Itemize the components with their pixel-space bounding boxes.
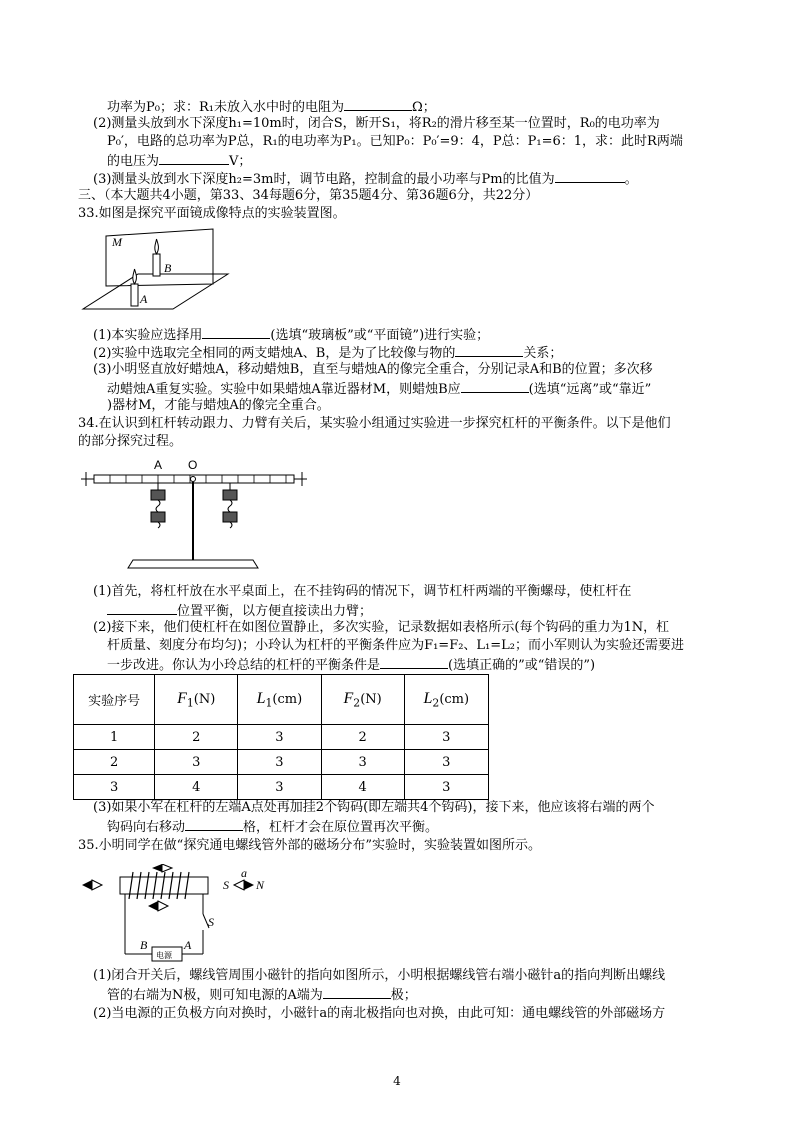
- table-row: [74, 750, 489, 775]
- text-line: 杆质量、刻度分布均匀)；小玲认为杠杆的平衡条件应为F₁=F₂、L₁=L₂；而小军则认为实验还需要进: [107, 638, 685, 653]
- table-row: [74, 725, 489, 750]
- text-line: 功率为P₀；求：R₁未放入水中时的电阻为 Ω；: [107, 97, 436, 117]
- text-line: P₀′，电路的总功率为P总，R₁的电功率为P₁。已知P₀：P₀′=9：4，P总：P₁=6：1，求：此时R两端: [107, 134, 683, 149]
- label-a: A: [154, 458, 163, 472]
- answer-blank[interactable]: [159, 151, 229, 165]
- text-line: (3)测量头放到水下深度h₂=3m时，调节电路，控制盒的最小功率与Pm的比值为 。: [93, 169, 638, 189]
- label-a: A: [184, 938, 192, 952]
- hook-weight: [151, 512, 165, 522]
- candle-a: [131, 284, 138, 306]
- answer-blank[interactable]: [107, 601, 177, 615]
- table-cell: 3: [238, 775, 321, 800]
- text-line: (3)如果小军在杠杆的左端A点处再加挂2个钩码(即左端共4个钩码)，接下来，他应该将右端的两个: [93, 800, 655, 815]
- table-cell: 2: [321, 725, 404, 750]
- label-m: M: [112, 235, 122, 249]
- table-cell: 4: [321, 775, 404, 800]
- compass-needle: [82, 880, 92, 890]
- table-cell: 3: [404, 775, 488, 800]
- table-header-row: [74, 675, 489, 725]
- label-s: S: [223, 878, 229, 892]
- label-b: B: [140, 938, 148, 952]
- hook-weight: [151, 490, 165, 500]
- plane-mirror-figure: [78, 224, 238, 316]
- text-line: (3)小明竖直放好蜡烛A，移动蜡烛B，直至与蜡烛A的像完全重合，分别记录A和B的位置；多次移: [93, 362, 653, 377]
- text-line: (2)测量头放到水下深度h₁=10m时，闭合S，断开S₁，将R₂的滑片移至某一位置时，R₀的电功率为: [93, 116, 660, 131]
- label-n: N: [256, 878, 265, 892]
- hook-weight: [223, 490, 237, 500]
- section-heading: 三、（本大题共4小题，第33、34每题6分，第35题4分、第36题6分，共22分）: [78, 188, 539, 203]
- label-o: O: [188, 458, 198, 472]
- text-line: (1)首先，将杠杆放在水平桌面上，在不挂钩码的情况下，调节杠杆两端的平衡螺母，使杠杆在: [93, 584, 632, 599]
- column-header: $L_2(cm)$: [404, 675, 488, 725]
- solenoid-figure: [78, 864, 298, 964]
- column-header: $F_1(N)$: [155, 675, 238, 725]
- text-line: 钩码向右移动 格，杠杆才会在原位置再次平衡。: [107, 817, 438, 837]
- table-cell: 2: [155, 725, 238, 750]
- answer-blank[interactable]: [555, 169, 625, 183]
- text-line: (1)闭合开关后，螺线管周围小磁针的指向如图所示，小明根据螺线管右端小磁针a的指向判断出螺线: [93, 968, 666, 983]
- table-cell: 1: [74, 725, 155, 750]
- table-cell: 2: [74, 750, 155, 775]
- data-table: [73, 674, 489, 800]
- answer-blank[interactable]: [380, 655, 448, 669]
- answer-blank[interactable]: [185, 817, 243, 831]
- table-cell: 3: [321, 750, 404, 775]
- label-a-needle: a: [241, 866, 247, 880]
- table-cell: 3: [238, 725, 321, 750]
- answer-blank[interactable]: [202, 325, 270, 339]
- column-header: 实验序号: [74, 675, 155, 725]
- text-line: (2)接下来，他们使杠杆在如图位置静止，多次实验，记录数据如表格所示(每个钩码的重力为1N，杠: [93, 620, 670, 635]
- label-switch: S: [208, 915, 214, 929]
- candle-b: [153, 254, 160, 276]
- table-cell: 3: [74, 775, 155, 800]
- table-cell: 3: [238, 750, 321, 775]
- answer-blank[interactable]: [323, 985, 391, 999]
- question-33: 33.如图是探究平面镜成像特点的实验装置图。: [78, 206, 346, 221]
- power-source-label: 电源: [156, 951, 172, 960]
- page-number: 4: [393, 1074, 401, 1088]
- lever-base: [128, 560, 258, 568]
- label-a: A: [140, 292, 148, 306]
- text-line: 的部分探究过程。: [78, 434, 183, 449]
- text-line: )器材M，才能与蜡烛A的像完全重合。: [107, 398, 330, 413]
- text-line: 动蜡烛A重复实验。实验中如果蜡烛A靠近器材M，则蜡烛B应 (选填“远离”或“靠近”: [107, 379, 651, 399]
- answer-blank[interactable]: [455, 343, 523, 357]
- question-34: 34.在认识到杠杆转动跟力、力臂有关后，某实验小组通过实验进一步探究杠杆的平衡条件。以下是他们: [78, 416, 671, 431]
- compass-a: [234, 880, 244, 890]
- table-cell: 3: [404, 750, 488, 775]
- column-header: $L_1(cm)$: [238, 675, 321, 725]
- text-line: 的电压为 V；: [107, 151, 251, 171]
- answer-blank[interactable]: [461, 379, 529, 393]
- table-cell: 4: [155, 775, 238, 800]
- text-line: 一步改进。你认为小玲总结的杠杆的平衡条件是 (选填正确的”或“错误的”): [107, 655, 595, 675]
- table-row: [74, 775, 489, 800]
- table-cell: 3: [155, 750, 238, 775]
- question-35: 35.小明同学在做“探究通电螺线管外部的磁场分布”实验时，实验装置如图所示。: [78, 838, 541, 853]
- column-header: $F_2(N)$: [321, 675, 404, 725]
- text-line: 位置平衡，以方便直接读出力臂；: [107, 601, 372, 621]
- answer-blank[interactable]: [344, 97, 412, 111]
- lever-figure: [78, 452, 310, 577]
- text-line: 管的右端为N极，则可知电源的A端为 极；: [107, 985, 417, 1005]
- text-line: (1)本实验应选择用 (选填“玻璃板”或“平面镜”)进行实验；: [93, 325, 489, 345]
- table-cell: 3: [404, 725, 488, 750]
- text-line: (2)当电源的正负极方向对换时，小磁针a的南北极指向也对换，由此可知：通电螺线管的外部磁场方: [93, 1006, 666, 1021]
- label-b: B: [164, 261, 172, 275]
- text-line: (2)实验中选取完全相同的两支蜡烛A、B，是为了比较像与物的 关系；: [93, 343, 562, 363]
- hook-weight: [223, 512, 237, 522]
